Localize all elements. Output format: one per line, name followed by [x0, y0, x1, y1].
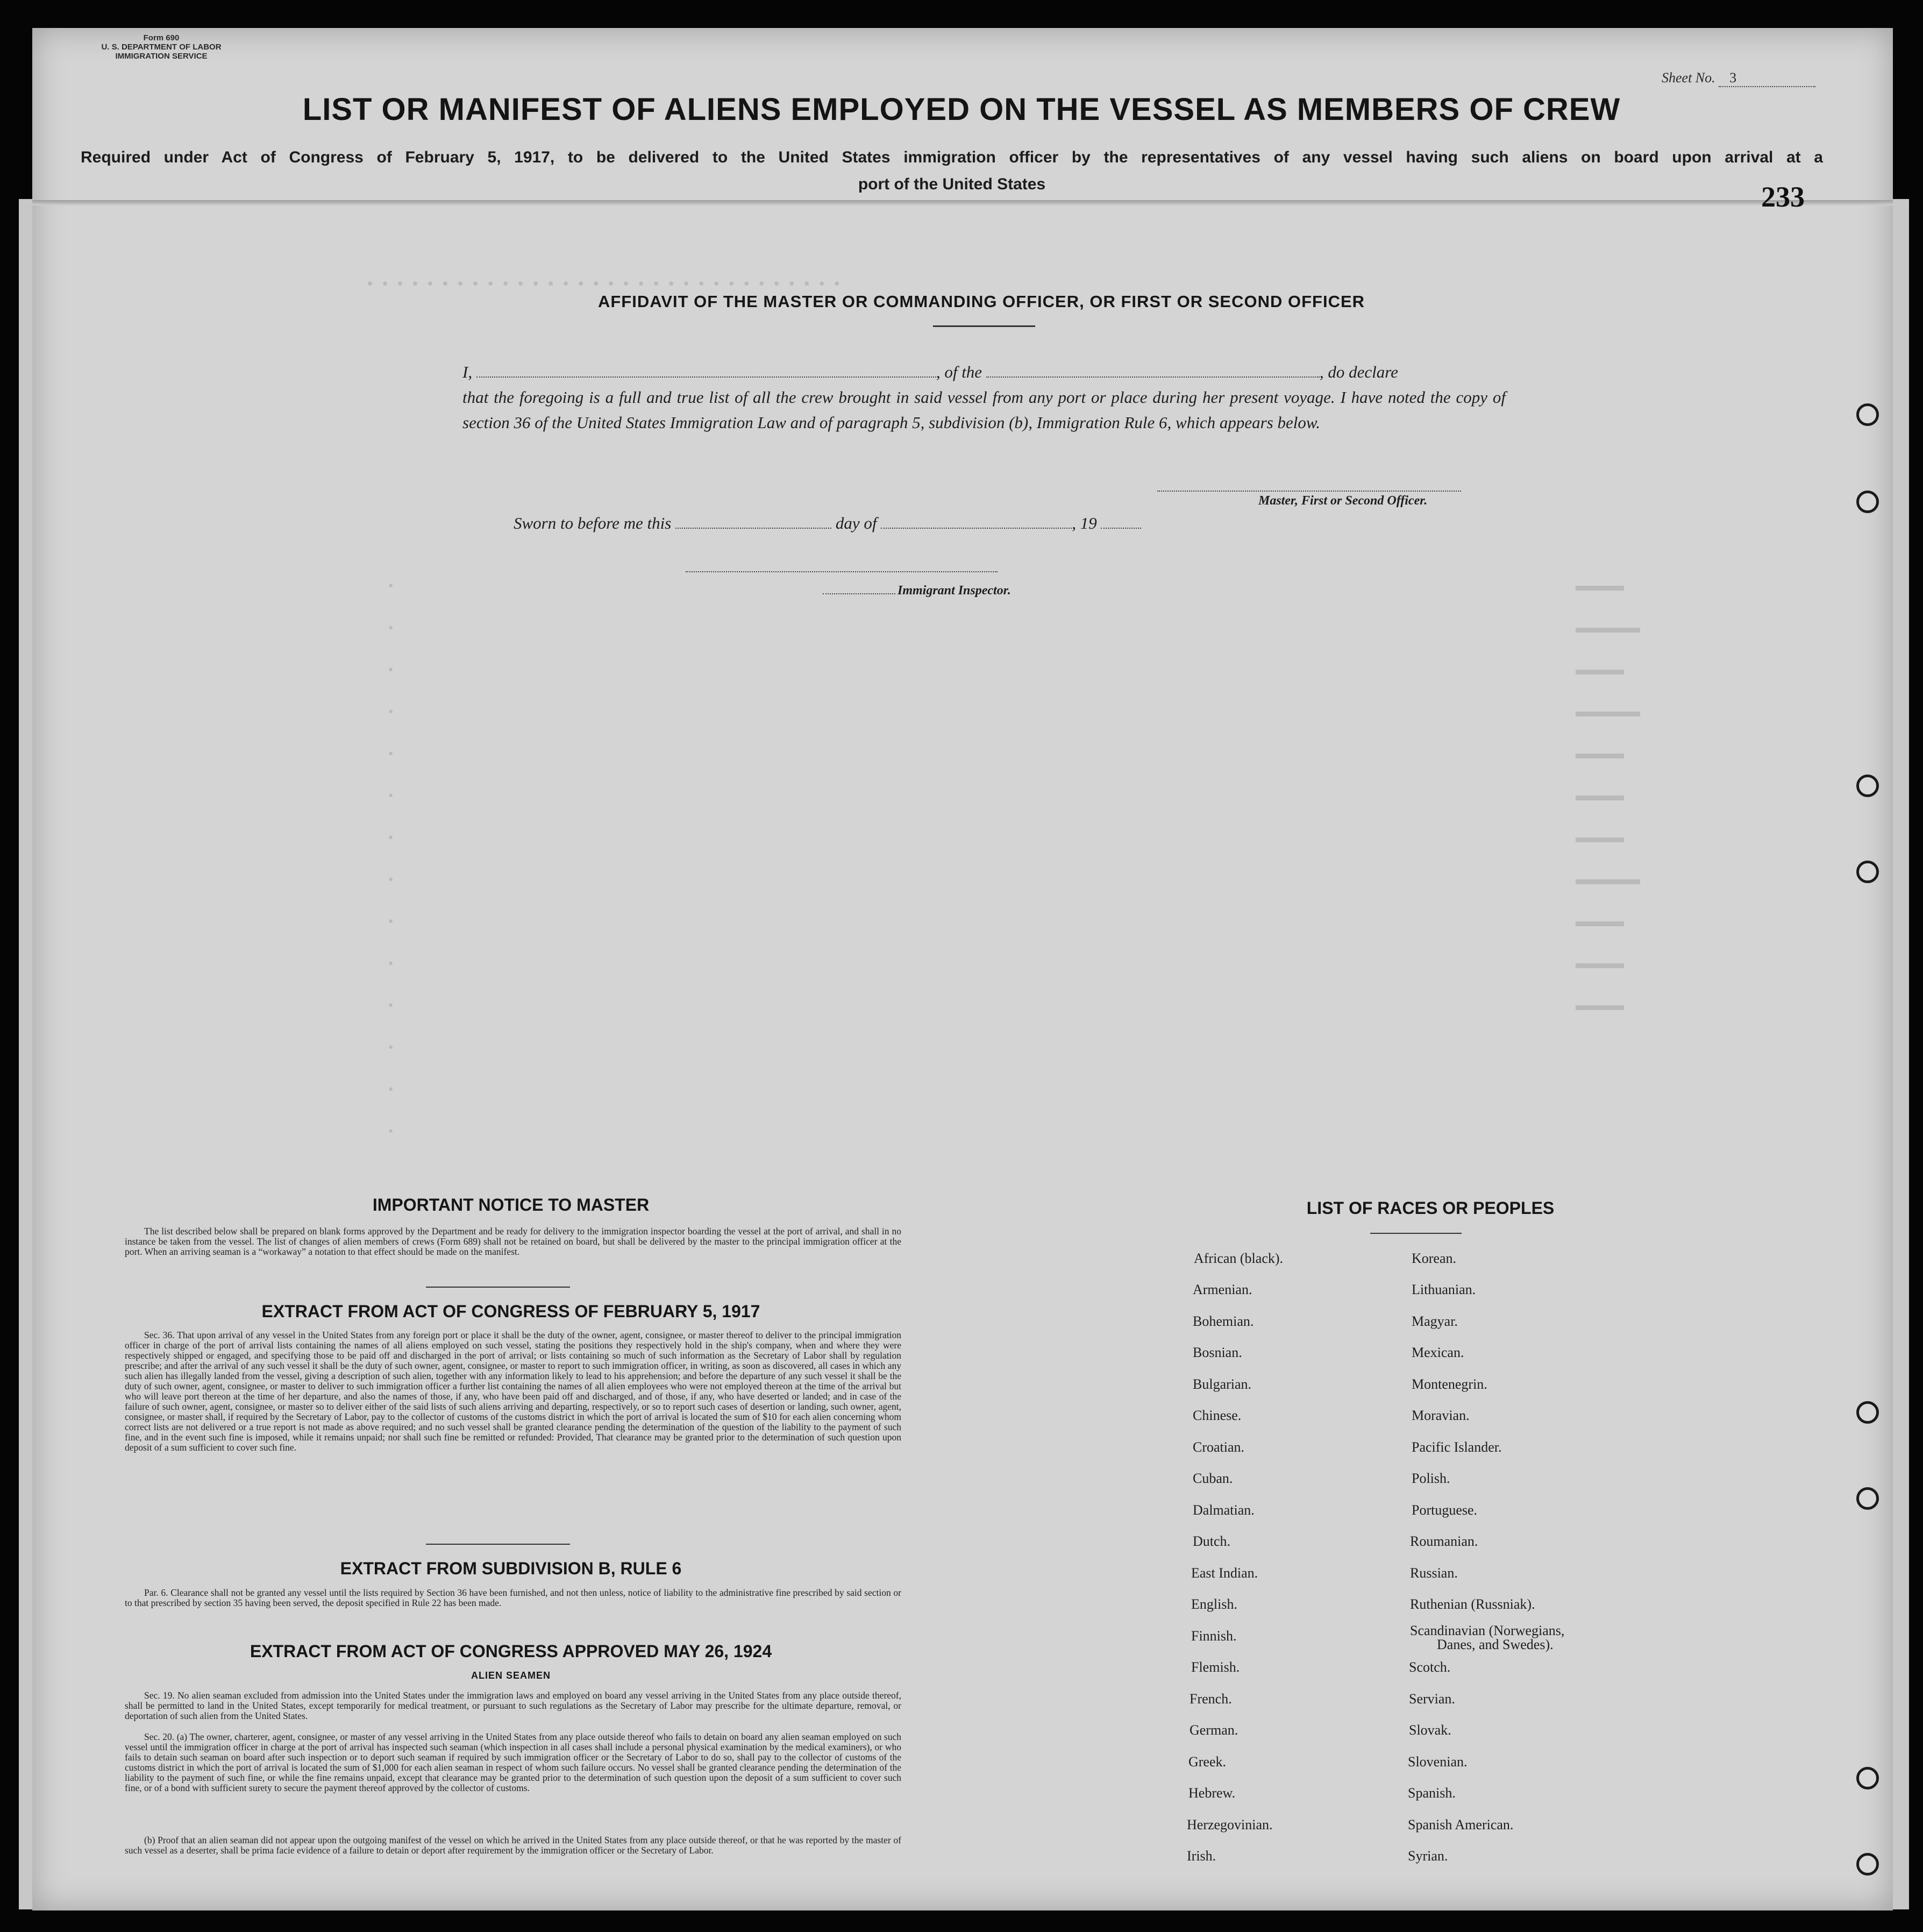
extract-rule6-text: Par. 6. Clearance shall not be granted any vessel until the lists required by Section 36 have been furnished, and not then unless, notice of liability to the administrative fine prescribed by said section or to that prescribed by section 35 having been served, the deposit specified in Rule 22 has been made. — [125, 1587, 901, 1608]
extract-1924-sec19: Sec. 19. No alien seaman excluded from admission into the United States under the immigration laws and employed on board any vessel arriving in the United States from any place outside thereof, shall be permitted to land in the United States, except temporarily for medical treatment, or pursuant to such regulations as the Secretary of Labor may prescribe for the ultimate departure, removal, or deportation of such alien from the United States. — [125, 1690, 901, 1721]
sworn-year-prefix: , 19 — [1072, 514, 1097, 532]
race-item: Ruthenian (Russniak). — [1410, 1596, 1535, 1612]
extract-rule6-title: EXTRACT FROM SUBDIVISION B, RULE 6 — [340, 1559, 682, 1578]
race-item: Spanish. — [1408, 1785, 1456, 1801]
race-item: Bohemian. — [1193, 1313, 1254, 1329]
sworn-prefix: Sworn to before me this — [514, 514, 672, 532]
race-item: Scandinavian (Norwegians, — [1410, 1623, 1565, 1638]
extract-1924-sec20: Sec. 20. (a) The owner, charterer, agent, consignee, or master of any vessel arriving in the United States from any place outside thereof who fails to detain on board any alien seaman employed on such vessel until the immigration officer in charge at the port of arrival has inspected such seaman (which inspection in all cases shall include a personal physical examination by the medical examiners), or who fails to detain such seaman on board after such inspection or to deport such seaman if required by such immigration officer or the Secretary of Labor to do so, shall pay to the collector of customs of the customs district in which the port of arrival is located the sum of $1,000 for each alien seaman in respect of whom such failure occurs. No vessel shall be granted clearance pending the determination of the liability to the payment of such fine, or while the fine remains unpaid, except that clearance may be granted prior to the determination of such question upon the deposit of a sum sufficient to cover such fine, or of a bond with sufficient surety to secure the payment thereof approved by the collector of customs. — [125, 1731, 901, 1793]
races-title: LIST OF RACES OR PEOPLES — [1306, 1198, 1555, 1218]
affidavit-title: AFFIDAVIT OF THE MASTER OR COMMANDING OFFICER, OR FIRST OR SECOND OFFICER — [597, 292, 1365, 311]
race-item: Flemish. — [1191, 1659, 1240, 1675]
sworn-line — [514, 514, 1141, 533]
sheet-number-value: 3 — [1719, 70, 1815, 87]
form-identifier — [81, 33, 242, 61]
race-item: Korean. — [1412, 1251, 1457, 1266]
race-item: East Indian. — [1191, 1565, 1258, 1581]
race-item: Magyar. — [1412, 1313, 1458, 1329]
race-item: Armenian. — [1193, 1282, 1252, 1297]
races-title-rule — [1370, 1233, 1462, 1234]
page-title: LIST OR MANIFEST OF ALIENS EMPLOYED ON THE VESSEL AS MEMBERS OF CREW — [302, 92, 1621, 127]
bleed-through-names: ▬▬▬ ▬▬▬▬ ▬▬▬ ▬▬▬▬ ▬▬▬ ▬▬▬ ▬▬▬ ▬▬▬▬ ▬▬▬ ▬▬▬ ▬▬▬ — [1576, 577, 1640, 1014]
affidavit-statement: that the foregoing is a full and true list of all the crew brought in said vessel from any port or place during her present voyage. I have noted the copy of section 36 of the United States Immigration Law and of paragraph 5, subdivision (b), Immigration Rule 6, which appears below. — [462, 388, 1506, 432]
affidavit-body — [462, 359, 1506, 435]
inspector-name-field[interactable] — [823, 585, 895, 594]
service-name: IMMIGRATION SERVICE — [115, 52, 208, 61]
race-item: Russian. — [1410, 1565, 1458, 1581]
bleed-through-text: · · · · · · · · · · · · · · · · · · · · · · · · · · · · · · · · — [366, 269, 842, 298]
race-item: Cuban. — [1193, 1471, 1233, 1486]
race-item: Lithuanian. — [1412, 1282, 1476, 1297]
race-item: Greek. — [1188, 1754, 1227, 1770]
form-number: Form 690 — [143, 33, 180, 42]
race-item: German. — [1190, 1722, 1238, 1738]
stamped-page-number: 233 — [1761, 181, 1805, 213]
extract-1917-text: Sec. 36. That upon arrival of any vessel in the United States from any foreign port or place it shall be the duty of the owner, agent, consignee, or master thereof to deliver to the principal immigration officer in charge of the port of arrival lists containing the names of all aliens employed on such vessel, stating the positions they respectively hold in the ship's company, when and where they were respectively shipped or engaged, and specifying those to be paid off and discharged in the port of arrival; or lists containing so much of such information as the Secretary of Labor shall by regulation prescribe; and after the arrival of any such vessel it shall be the duty of such owner, agent, consignee, or master to report to such immigration officer, in writing, as soon as discovered, all cases in which any such alien has illegally landed from the vessel, giving a description of such alien, together with any information likely to lead to his apprehension; and before the departure of any such vessel it shall be the duty of such owner, agent, consignee, or master to deliver to such immigration officer a further list containing the names of all alien employees who were not employed thereon at the time of the arrival but who will leave port thereon at the time of her departure, and also the names of those, if any, who have been paid off and discharged, and of those, if any, who have deserted or landed; and in case of the failure of such owner, agent, consignee, or master so to deliver either of the said lists of such aliens arriving and departing, respectively, or so to report such cases of desertion or landing, such owner, agent, consignee, or master shall, if required by the Secretary of Labor, pay to the collector of customs of the customs district in which the port of arrival is located the sum of $10 for each alien concerning whom correct lists are not delivered or a true report is not made as above required; and no such vessel shall be granted clearance pending the determination of the question of the liability to the payment of such fine, and in the event such fine is imposed, while it remains unpaid; nor shall such fine be remitted or refunded: Provided, That clearance may be granted prior to the determination of such question upon deposit of a sum sufficient to cover such fine. — [125, 1330, 901, 1453]
binder-hole-icon — [1856, 491, 1879, 513]
race-item: Croatian. — [1193, 1439, 1245, 1455]
race-item: Danes, and Swedes). — [1437, 1637, 1554, 1652]
binder-hole-icon — [1856, 861, 1879, 883]
sheet-number — [1662, 70, 1815, 87]
affidavit-of-the: , of the — [936, 363, 982, 381]
affidavit-do-declare: , do declare — [1319, 363, 1398, 381]
race-item: Chinese. — [1193, 1408, 1242, 1423]
race-item: Finnish. — [1191, 1628, 1237, 1644]
sheet-number-label: Sheet No. — [1662, 70, 1715, 86]
affidavit-first-line — [462, 359, 1506, 385]
race-item: French. — [1190, 1691, 1232, 1707]
race-item: Slovenian. — [1408, 1754, 1468, 1770]
sworn-day-of: day of — [835, 514, 877, 532]
affidavit-i: I, — [462, 363, 473, 381]
race-item: Roumanian. — [1410, 1533, 1478, 1549]
race-item: Portuguese. — [1412, 1502, 1478, 1518]
race-item: Montenegrin. — [1412, 1376, 1487, 1392]
race-item: Bulgarian. — [1193, 1376, 1252, 1392]
race-item: Bosnian. — [1193, 1345, 1242, 1360]
binder-hole-icon — [1856, 403, 1879, 426]
race-item: Herzegovinian. — [1187, 1817, 1273, 1832]
race-item: Hebrew. — [1188, 1785, 1236, 1801]
master-name-field[interactable] — [476, 363, 936, 378]
binder-hole-icon — [1856, 775, 1879, 797]
sworn-year-field[interactable] — [1101, 514, 1141, 529]
race-item: Polish. — [1412, 1471, 1450, 1486]
race-item: Irish. — [1187, 1848, 1216, 1864]
race-item: African (black). — [1194, 1251, 1284, 1266]
race-item: Dutch. — [1193, 1533, 1231, 1549]
bleed-through-columns: · · · · · · · · · · · · · · — [387, 573, 395, 1143]
race-item: Scotch. — [1409, 1659, 1451, 1675]
binder-hole-icon — [1856, 1487, 1879, 1510]
extract-1917-title: EXTRACT FROM ACT OF CONGRESS OF FEBRUARY 5, 1917 — [261, 1302, 760, 1321]
master-signature-field[interactable] — [1157, 491, 1461, 492]
inspector-line — [823, 584, 1011, 598]
sworn-day-field[interactable] — [675, 514, 831, 529]
race-item: Mexican. — [1412, 1345, 1464, 1360]
extract-1924-subtitle: ALIEN SEAMEN — [471, 1670, 551, 1681]
notice-rule — [426, 1287, 570, 1288]
race-item: Pacific Islander. — [1412, 1439, 1502, 1455]
race-item: Slovak. — [1409, 1722, 1451, 1738]
race-item: English. — [1191, 1596, 1237, 1612]
extract-1924-title: EXTRACT FROM ACT OF CONGRESS APPROVED MAY 26, 1924 — [250, 1642, 772, 1661]
race-item: Spanish American. — [1408, 1817, 1514, 1832]
inspector-label: Immigrant Inspector. — [898, 584, 1011, 598]
master-signature-label: Master, First or Second Officer. — [1258, 494, 1428, 508]
binder-hole-icon — [1856, 1853, 1879, 1876]
notice-text: The list described below shall be prepared on blank forms approved by the Department and be ready for delivery to the immigration inspector boarding the vessel at the port of arrival, and shall in no instance be taken from the vessel. The list of changes of alien members of crews (Form 689) shall not be retained on board, but shall be delivered by the master to the principal immigration officer at the port. When an arriving seaman is a “workaway” a notation to that effect should be made on the manifest. — [125, 1226, 901, 1257]
vessel-name-field[interactable] — [986, 363, 1320, 378]
race-item: Dalmatian. — [1193, 1502, 1255, 1518]
extract-1924-sec20b: (b) Proof that an alien seaman did not appear upon the outgoing manifest of the vessel on which he arrived in the United States from any place outside thereof, or that he was reported by the master of such vessel as a deserter, shall be prima facie evidence of a failure to detain or deport after requirement by the immigration officer or the Secretary of Labor. — [125, 1835, 901, 1856]
department-name: U. S. DEPARTMENT OF LABOR — [101, 42, 222, 52]
binder-hole-icon — [1856, 1767, 1879, 1789]
extract-1917-rule — [426, 1544, 570, 1545]
page-subtitle — [81, 144, 1823, 198]
affidavit-title-rule — [933, 325, 1035, 327]
race-item: Servian. — [1409, 1691, 1455, 1707]
subtitle-line-2: port of the United States — [858, 175, 1046, 193]
sheet-fold — [32, 200, 1893, 205]
notice-title: IMPORTANT NOTICE TO MASTER — [372, 1195, 650, 1214]
sworn-month-field[interactable] — [881, 514, 1072, 529]
race-item: Moravian. — [1412, 1408, 1470, 1423]
binder-hole-icon — [1856, 1401, 1879, 1424]
inspector-signature-field[interactable] — [686, 571, 998, 572]
race-item: Syrian. — [1408, 1848, 1448, 1864]
subtitle-line-1: Required under Act of Congress of February 5, 1917, to be delivered to the United States immigration officer by the representatives of any vessel having such aliens on board upon arrival at a — [81, 148, 1823, 166]
